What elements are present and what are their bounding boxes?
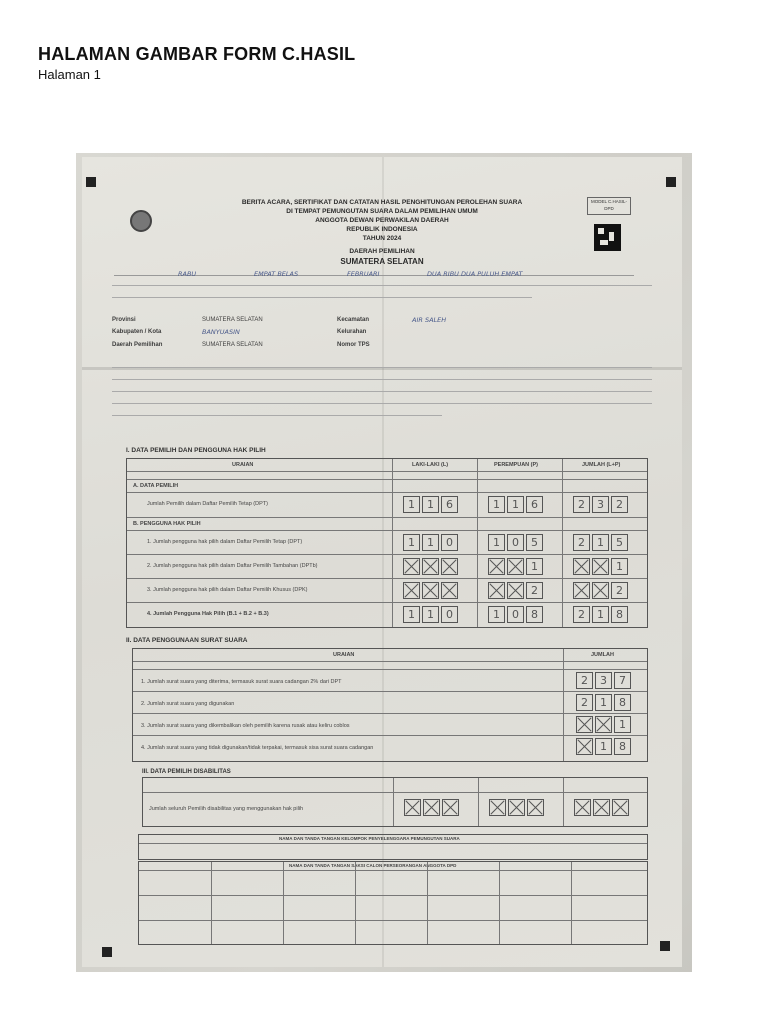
digit-box: 0 — [441, 534, 458, 551]
region-label: DAERAH PEMILIHAN — [349, 248, 415, 255]
kpps-signature-title: NAMA DAN TANDA TANGAN KELOMPOK PENYELENGGARA PEMUNGUTAN SUARA — [279, 836, 460, 841]
digit-box: 0 — [507, 606, 524, 623]
digit-box: 1 — [403, 606, 420, 623]
digit-box: 1 — [595, 694, 612, 711]
digit-box — [442, 799, 459, 816]
col-perempuan: PEREMPUAN (P) — [494, 462, 539, 468]
tps-label: Nomor TPS — [337, 342, 370, 348]
kabupaten-label: Kabupaten / Kota — [112, 329, 162, 335]
form-title-line: BERITA ACARA, SERTIFIKAT DAN CATATAN HASIL PENGHITUNGAN PEROLEHAN SUARA — [241, 199, 523, 206]
digit-box: 5 — [526, 534, 543, 551]
digit-box — [612, 799, 629, 816]
section3-table — [142, 777, 648, 827]
form-title-line: TAHUN 2024 — [362, 235, 402, 242]
section1-title: I. DATA PEMILIH DAN PENGGUNA HAK PILIH — [126, 447, 266, 454]
digit-box — [507, 558, 524, 575]
digit-box: 7 — [614, 672, 631, 689]
dapil-value: SUMATERA SELATAN — [202, 342, 263, 348]
digit-box — [423, 799, 440, 816]
digit-box: 1 — [422, 534, 439, 551]
digit-box: 1 — [592, 534, 609, 551]
digit-box: 1 — [403, 534, 420, 551]
col-laki: LAKI-LAKI (L) — [412, 462, 449, 468]
kecamatan-value: AIR SALEH — [412, 316, 447, 324]
digit-box — [527, 799, 544, 816]
subsection-a-label: A. DATA PEMILIH — [133, 483, 179, 489]
saksi-signature-title: NAMA DAN TANDA TANGAN SAKSI CALON PERSEORANGAN ANGGOTA DPD — [289, 863, 457, 868]
digit-box: 0 — [441, 606, 458, 623]
col-uraian: URAIAN — [232, 462, 254, 468]
digit-box: 3 — [592, 496, 609, 513]
digit-box: 2 — [573, 606, 590, 623]
s2-row-4-label: 4. Jumlah surat suara yang tidak digunakan/tidak terpakai, termasuk sisa surat suara cadangan — [141, 745, 374, 751]
digit-box — [422, 582, 439, 599]
digit-box — [593, 799, 610, 816]
form-title-line: DI TEMPAT PEMUNGUTAN SUARA DALAM PEMILIHAN UMUM — [286, 208, 478, 215]
section2-title: II. DATA PENGGUNAAN SURAT SUARA — [126, 637, 248, 644]
digit-box: 3 — [595, 672, 612, 689]
digit-box — [592, 558, 609, 575]
digit-box: 1 — [488, 534, 505, 551]
corner-marker-bottom-left — [102, 947, 112, 957]
digit-box: 2 — [611, 582, 628, 599]
kpps-signature-table — [138, 834, 648, 860]
col-jumlah: JUMLAH — [591, 652, 614, 658]
form-title-line: REPUBLIK INDONESIA — [346, 226, 418, 233]
digit-box: 2 — [573, 496, 590, 513]
kabupaten-value: BANYUASIN — [202, 328, 240, 336]
row-b2-label: 2. Jumlah pengguna hak pilih dalam Daftar Pemilih Tambahan (DPTb) — [147, 563, 318, 569]
corner-marker-top-right — [666, 177, 676, 187]
handwritten-month: FEBRUARI — [347, 270, 380, 278]
text-line — [112, 367, 652, 368]
digit-box — [508, 799, 525, 816]
form-title-line: ANGGOTA DEWAN PERWAKILAN DAERAH — [315, 217, 449, 224]
page-title: HALAMAN GAMBAR FORM C.HASIL — [38, 44, 356, 64]
subsection-b-label: B. PENGGUNA HAK PILIH — [133, 521, 201, 527]
corner-marker-bottom-right — [660, 941, 670, 951]
corner-marker-top-left — [86, 177, 96, 187]
digit-box — [403, 582, 420, 599]
digit-box: 6 — [526, 496, 543, 513]
row-b3-label: 3. Jumlah pengguna hak pilih dalam Daftar Pemilih Khusus (DPK) — [147, 587, 308, 593]
digit-box: 8 — [614, 738, 631, 755]
saksi-signature-table — [138, 861, 648, 945]
text-line — [112, 403, 652, 404]
handwritten-date: EMPAT BELAS — [254, 270, 299, 278]
handwritten-day: RABU — [178, 270, 197, 278]
digit-box — [592, 582, 609, 599]
text-line — [112, 379, 652, 380]
digit-box — [403, 558, 420, 575]
digit-box: 8 — [526, 606, 543, 623]
form-photo — [76, 153, 692, 972]
page-subtitle: Halaman 1 — [38, 67, 101, 82]
digit-box: 0 — [507, 534, 524, 551]
digit-box: 5 — [611, 534, 628, 551]
qr-code-icon — [594, 224, 621, 251]
digit-box: 1 — [595, 738, 612, 755]
dapil-label: Daerah Pemilihan — [112, 342, 163, 348]
row-b1-label: 1. Jumlah pengguna hak pilih dalam Daftar Pemilih Tetap (DPT) — [147, 539, 303, 545]
digit-box — [576, 716, 593, 733]
digit-box: 2 — [573, 534, 590, 551]
digit-box — [576, 738, 593, 755]
digit-box — [441, 558, 458, 575]
section1-table — [126, 458, 648, 628]
digit-box — [507, 582, 524, 599]
digit-box — [573, 558, 590, 575]
digit-box: 1 — [507, 496, 524, 513]
digit-box — [422, 558, 439, 575]
digit-box — [441, 582, 458, 599]
kelurahan-label: Kelurahan — [337, 329, 367, 335]
digit-box: 8 — [614, 694, 631, 711]
region-name: SUMATERA SELATAN — [340, 257, 424, 266]
s2-row-3-label: 3. Jumlah surat suara yang dikembalikan oleh pemilih karena rusak atau keliru coblos — [141, 723, 350, 729]
text-line — [112, 285, 652, 286]
text-line — [112, 297, 532, 298]
form-paper — [82, 157, 682, 967]
digit-box: 1 — [611, 558, 628, 575]
digit-box: 1 — [422, 606, 439, 623]
digit-box — [573, 582, 590, 599]
digit-box: 2 — [526, 582, 543, 599]
digit-box — [574, 799, 591, 816]
col-uraian: URAIAN — [333, 652, 355, 658]
provinsi-value: SUMATERA SELATAN — [202, 317, 263, 323]
section2-table — [132, 648, 648, 762]
model-label: MODEL C.HASIL-DPD — [587, 197, 631, 215]
digit-box: 1 — [403, 496, 420, 513]
digit-box: 1 — [488, 606, 505, 623]
digit-box: 1 — [592, 606, 609, 623]
digit-box — [404, 799, 421, 816]
kecamatan-label: Kecamatan — [337, 317, 370, 323]
digit-box — [595, 716, 612, 733]
digit-box: 2 — [611, 496, 628, 513]
digit-box — [488, 582, 505, 599]
s2-row-2-label: 2. Jumlah surat suara yang digunakan — [141, 701, 235, 707]
digit-box: 8 — [611, 606, 628, 623]
digit-box — [489, 799, 506, 816]
digit-box: 1 — [614, 716, 631, 733]
digit-box: 2 — [576, 672, 593, 689]
section3-title: III. DATA PEMILIH DISABILITAS — [142, 769, 231, 775]
text-line — [112, 415, 442, 416]
text-line — [112, 391, 652, 392]
digit-box: 2 — [576, 694, 593, 711]
s2-row-1-label: 1. Jumlah surat suara yang diterima, termasuk surat suara cadangan 2% dari DPT — [141, 679, 342, 685]
digit-box: 1 — [422, 496, 439, 513]
kpu-logo — [130, 210, 152, 232]
row-b4-label: 4. Jumlah Pengguna Hak Pilih (B.1 + B.2 + B.3) — [147, 611, 269, 617]
s3-row-label: Jumlah seluruh Pemilih disabilitas yang menggunakan hak pilih — [149, 806, 304, 812]
handwritten-year: DUA RIBU DUA PULUH EMPAT — [427, 270, 523, 278]
digit-box: 6 — [441, 496, 458, 513]
provinsi-label: Provinsi — [112, 317, 136, 323]
digit-box — [488, 558, 505, 575]
digit-box: 1 — [488, 496, 505, 513]
digit-box: 1 — [526, 558, 543, 575]
row-a-label: Jumlah Pemilih dalam Daftar Pemilih Tetap (DPT) — [147, 501, 268, 507]
col-jumlah: JUMLAH (L+P) — [582, 462, 621, 468]
